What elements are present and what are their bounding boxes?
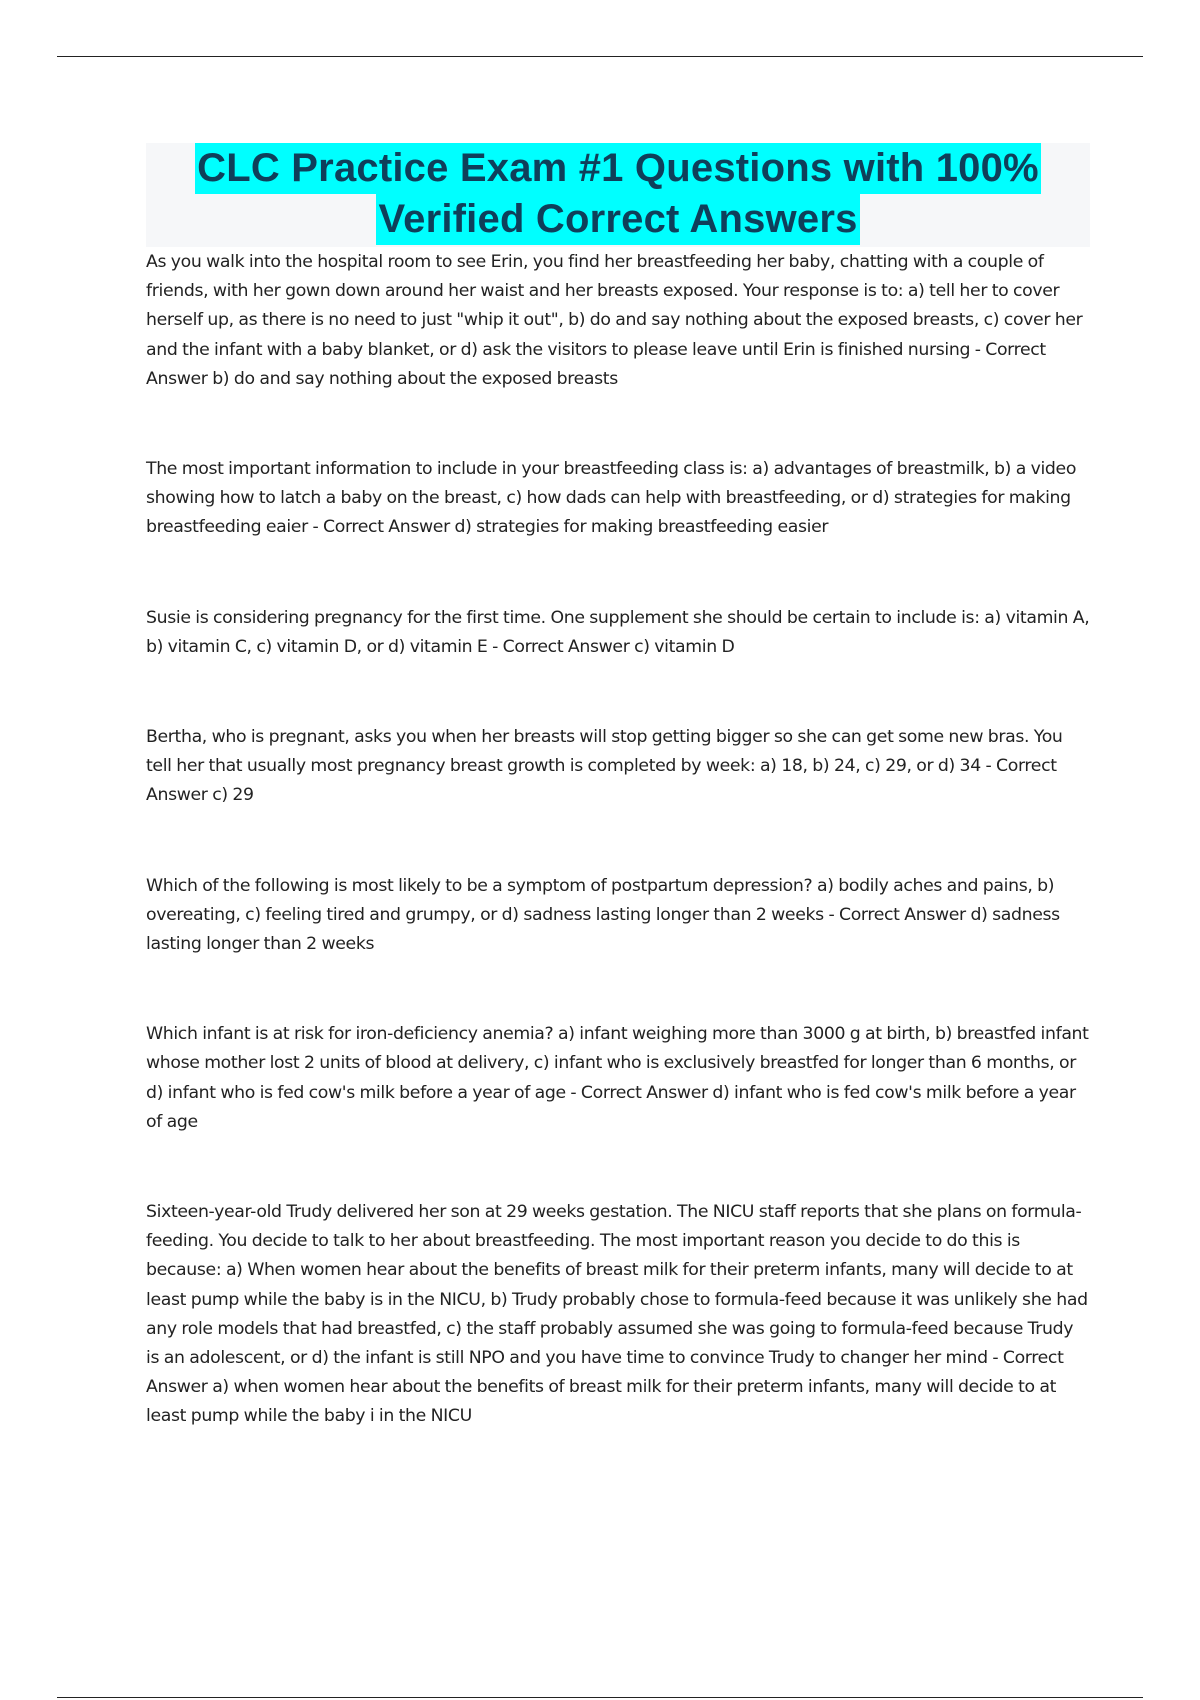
page-bottom-rule xyxy=(57,1697,1143,1698)
question-item-4: Bertha, who is pregnant, asks you when her breasts will stop getting bigger so she can get some new bras. You tell her that usually most pregnancy breast growth is completed by week: a) 18, b) 24, c) 29, or d) 34 - Correct Answer c) 29 xyxy=(146,727,1063,806)
question-item-6: Which infant is at risk for iron-deficiency anemia? a) infant weighing more than 3000 g at birth, b) breastfed infant whose mother lost 2 units of blood at delivery, c) infant who is exclusively breastfed for longer than 6 months, or d) infant who is fed cow's milk before a year of age - Correct Answer d) infant who is fed cow's milk before a year of age xyxy=(146,1024,1089,1132)
document-title xyxy=(146,143,1090,247)
question-item-7: Sixteen-year-old Trudy delivered her son at 29 weeks gestation. The NICU staff reports that she plans on formula-feeding. You decide to talk to her about breastfeeding. The most important reason you decide to do this is because: a) When women hear about the benefits of breast milk for their preterm infants, many will decide to at least pump while the baby is in the NICU, b) Trudy probably chose to formula-feed because it was unlikely she had any role models that had breastfed, c) the staff probably assumed she was going to formula-feed because Trudy is an adolescent, or d) the infant is still NPO and you have time to convince Trudy to changer her mind - Correct Answer a) when women hear about the benefits of breast milk for their preterm infants, many will decide to at least pump while the baby i in the NICU xyxy=(146,1202,1088,1427)
question-item-5: Which of the following is most likely to be a symptom of postpartum depression? a) bodily aches and pains, b) overeating, c) feeling tired and grumpy, or d) sadness lasting longer than 2 weeks - Correct Answer d) sadness lasting longer than 2 weeks xyxy=(146,875,1060,955)
question-item-3: Susie is considering pregnancy for the first time. One supplement she should be certain to include is: a) vitamin A, b) vitamin C, c) vitamin D, or d) vitamin E - Correct Answer c) vitamin D xyxy=(146,607,1090,657)
question-list xyxy=(146,248,1090,1493)
title-line-1: CLC Practice Exam #1 Questions with 100% xyxy=(195,143,1041,194)
question-item-2: The most important information to include in your breastfeeding class is: a) advantages of breastmilk, b) a video showing how to latch a baby on the breast, c) how dads can help with breastfeeding, or d) strategies for making breastfeeding eaier - Correct Answer d) strategies for making breastfeeding easier xyxy=(146,459,1077,538)
page-top-rule xyxy=(57,56,1143,57)
question-item-1: As you walk into the hospital room to see Erin, you find her breastfeeding her baby, chatting with a couple of friends, with her gown down around her waist and her breasts exposed. Your response is to: a) tell her to cover herself up, as there is no need to just "whip it out", b) do and say nothing about the exposed breasts, c) cover her and the infant with a baby blanket, or d) ask the visitors to please leave until Erin is finished nursing - Correct Answer b) do and say nothing about the exposed breasts xyxy=(146,252,1083,389)
title-line-2: Verified Correct Answers xyxy=(376,194,859,245)
